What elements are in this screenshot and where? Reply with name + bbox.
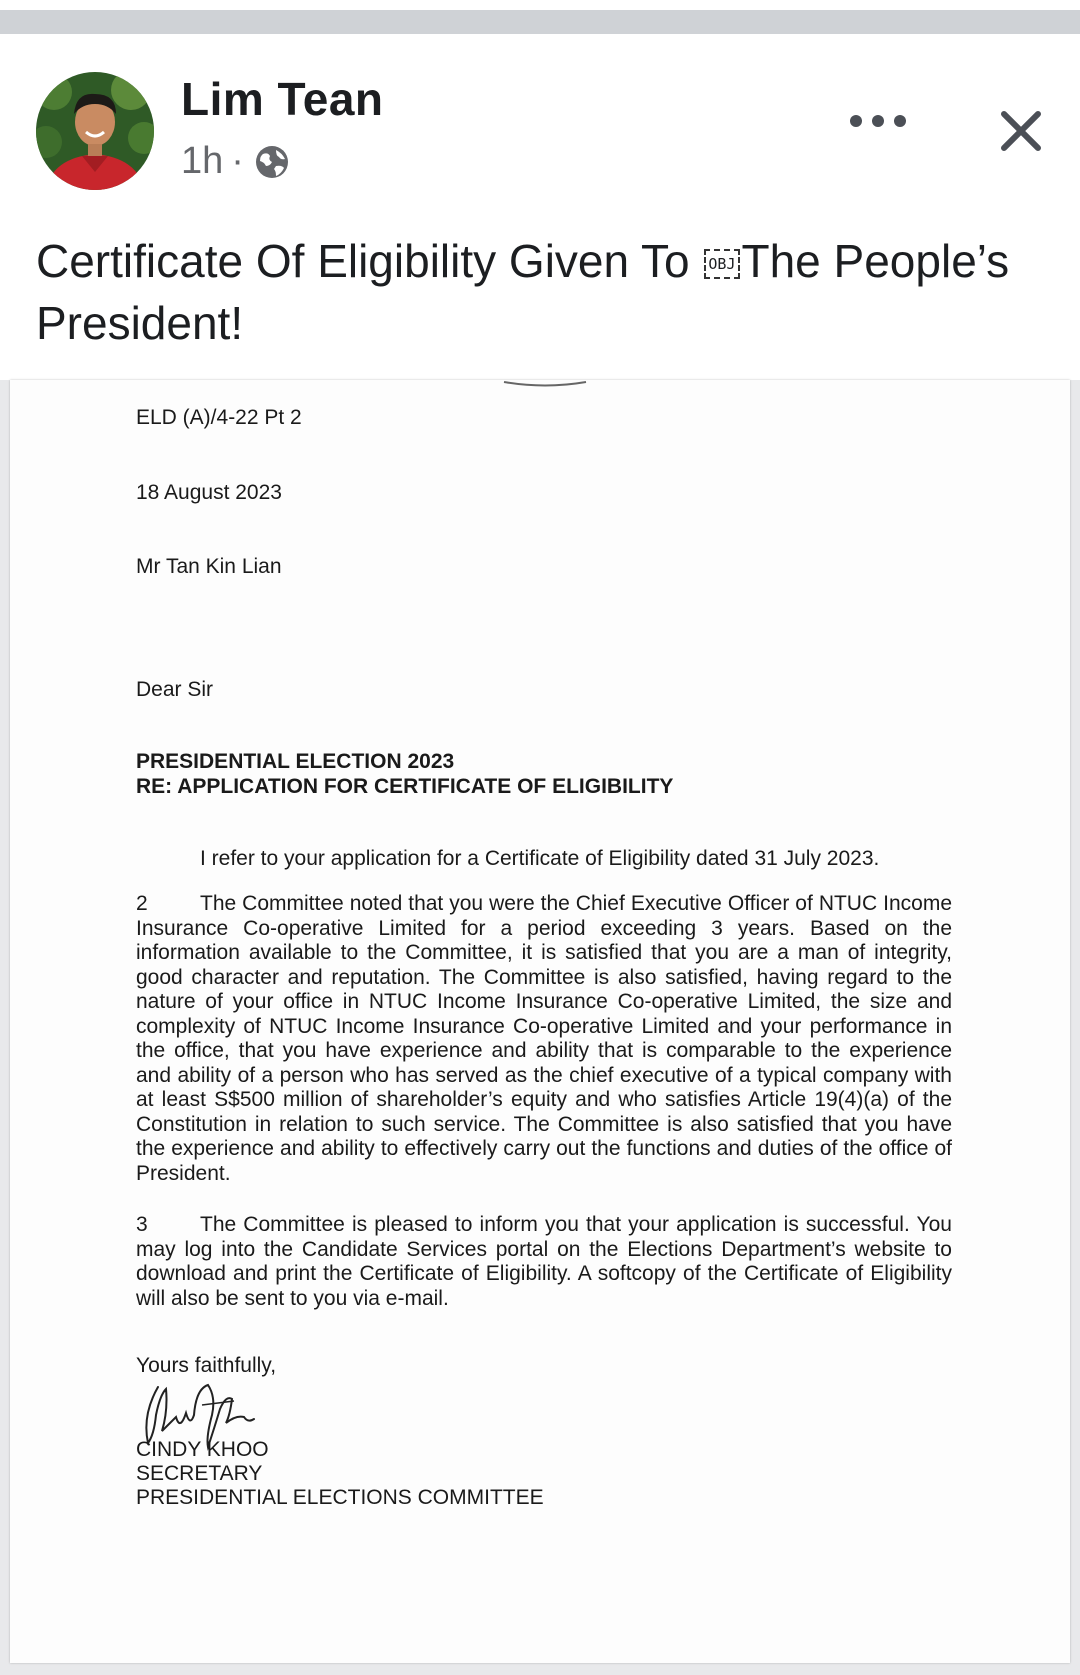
paragraph-text: The Committee is pleased to inform you that your application is successful. You may log into the Candidate Services portal on the Elections Department’s website to download and print the Certificate of Eligibility. A softcopy of the Certificate of Eligibility will also be sent to you via e-mail. [136,1213,952,1310]
signatory-name: CINDY KHOO [136,1438,269,1461]
more-dot-icon [894,115,906,127]
close-icon [996,106,1046,156]
more-dot-icon [872,115,884,127]
letter-date: 18 August 2023 [136,481,282,504]
letter-reference: ELD (A)/4-22 Pt 2 [136,406,302,429]
letter-paragraph-2 [136,892,952,1186]
post-time[interactable]: 1h [181,140,224,182]
caption-text-end: The People’s President! [36,235,1010,349]
paragraph-number: 2 [136,892,148,915]
letter-paragraph-1: I refer to your application for a Certificate of Eligibility dated 31 July 2023. [200,847,880,870]
top-divider-bar [0,10,1080,34]
attached-photo[interactable] [0,380,1080,1675]
top-status-strip [0,0,1080,34]
letter-document [10,380,1070,1663]
letter-heading-subject: RE: APPLICATION FOR CERTIFICATE OF ELIGIBILITY [136,775,674,798]
letter-salutation: Dear Sir [136,678,214,701]
signatory-title: SECRETARY [136,1462,263,1485]
signatory-organization: PRESIDENTIAL ELECTIONS COMMITTEE [136,1486,544,1509]
letter-closing: Yours faithfully, [136,1354,277,1377]
letterhead-remnant [500,380,590,392]
more-options-button[interactable] [850,106,906,136]
paragraph-number: 3 [136,1213,148,1236]
object-placeholder-glyph: OBJ [704,249,739,279]
paragraph-text: The Committee noted that you were the Chief Executive Officer of NTUC Income Insurance Co-operative Limited for a period exceeding 3 years. Based on the information available to the Committee, it is satisfied that you are a man of integrity, good character and reputation. The Committee is also satisfied, having regard to the nature of your office in NTUC Income Insurance Co-operative Limited, the size and complexity of NTUC Income Insurance Co-operative Limited and your performance in the office, that you have experience and ability that is comparable to the experience and ability of a person who has served as the chief executive of a typical company with at least S$500 million of shareholder’s equity and who satisfies Article 19(4)(a) of the Constitution in relation to such service. The Committee is also satisfied that you have the experience and ability to effectively carry out the functions and duties of the office of President. [136,892,952,1185]
letter-heading-election: PRESIDENTIAL ELECTION 2023 [136,750,455,773]
meta-separator: · [231,140,244,182]
letter-paragraph-3 [136,1213,952,1311]
caption-text-start: Certificate Of Eligibility Given To [36,235,703,287]
avatar[interactable] [36,72,154,190]
globe-icon [254,144,290,180]
letter-recipient: Mr Tan Kin Lian [136,555,282,578]
close-button[interactable] [996,106,1046,156]
post-meta [181,140,290,183]
post-caption [36,230,1046,354]
author-name[interactable]: Lim Tean [181,73,384,125]
more-dot-icon [850,115,862,127]
post-header [0,34,1080,224]
